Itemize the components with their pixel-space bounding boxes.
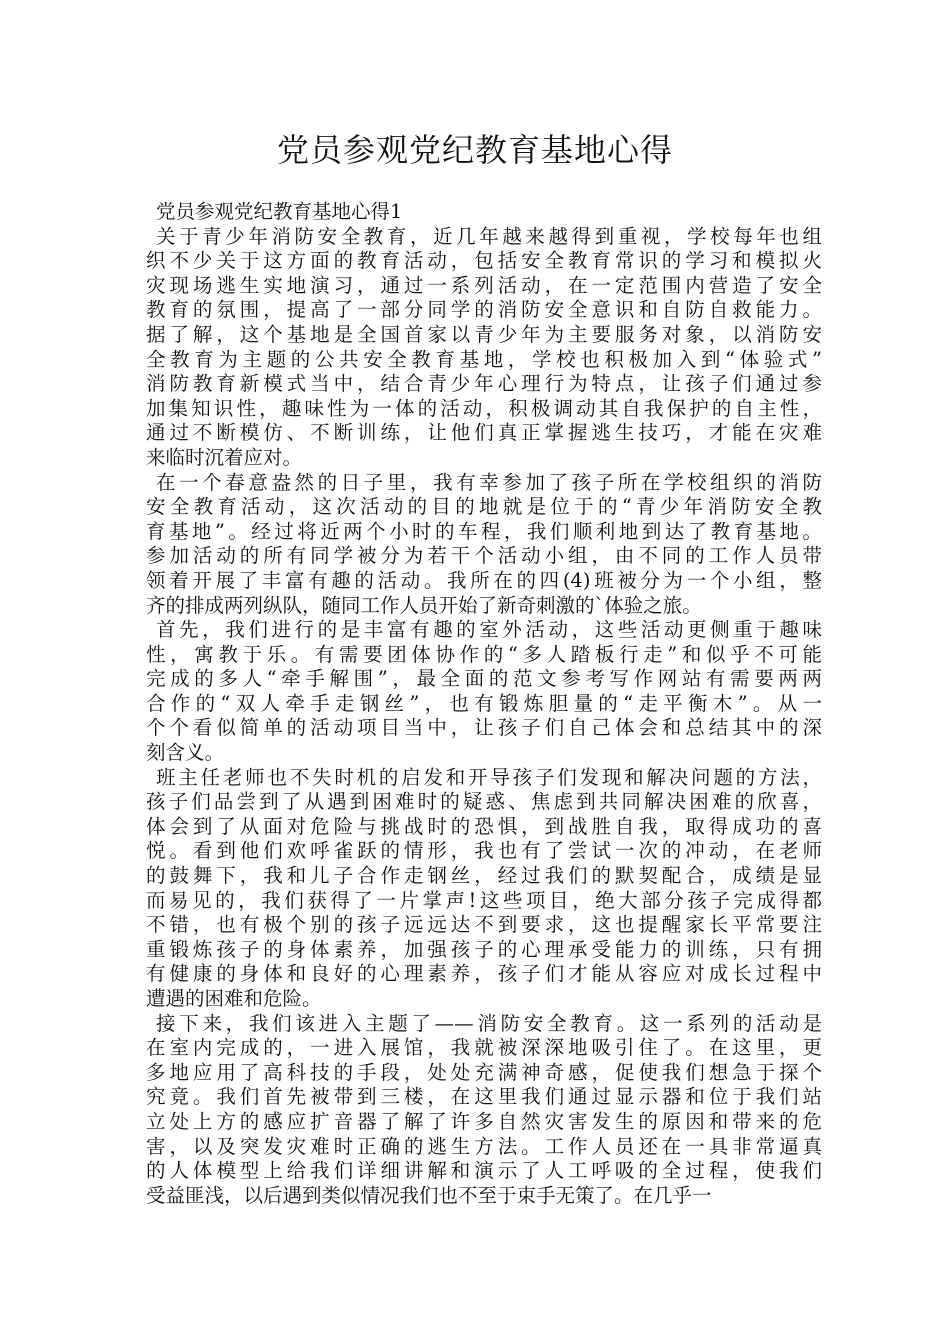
paragraph-line: 孩子们品尝到了从遇到困难时的疑惑、焦虑到共同解决困难的欣喜， xyxy=(146,790,822,814)
paragraph-line: 的鼓舞下，我和儿子合作走钢丝，经过我们的默契配合，成绩是显 xyxy=(146,864,822,888)
paragraph xyxy=(146,618,822,766)
paragraph-line: 遭遇的困难和危险。 xyxy=(146,987,322,1010)
paragraph xyxy=(146,1012,822,1209)
paragraph-line: 不错，也有极个别的孩子远远达不到要求，这也提醒家长平常要注 xyxy=(146,913,822,937)
paragraph xyxy=(146,225,822,471)
paragraph-line: 受益匪浅，以后遇到类似情况我们也不至于束手无策了。在几乎一 xyxy=(146,1183,712,1207)
paragraph-line: 育基地”。经过将近两个小时的车程，我们顺利地到达了教育基地。 xyxy=(146,519,822,543)
paragraph-line: 关于青少年消防安全教育，近几年越来越得到重视，学校每年也组 xyxy=(156,224,822,248)
paragraph-line: 悦。看到他们欢呼雀跃的情形，我也有了尝试一次的冲动，在老师 xyxy=(146,839,822,863)
paragraph-line: 刻含义。 xyxy=(146,741,225,765)
paragraph-line: 个个看似简单的活动项目当中，让孩子们自己体会和总结其中的深 xyxy=(146,716,822,740)
paragraph-line: 在室内完成的，一进入展馆，我就被深深地吸引住了。在这里，更 xyxy=(146,1036,822,1060)
paragraph-line: 接下来，我们该进入主题了——消防安全教育。这一系列的活动是 xyxy=(156,1011,822,1035)
paragraph-line: 体会到了从面对危险与挑战时的恐惧，到战胜自我，取得成功的喜 xyxy=(146,814,822,838)
paragraph-line: 教育的氛围，提高了一部分同学的消防安全意识和自防自救能力。 xyxy=(146,298,822,322)
paragraph-line: 立处上方的感应扩音器了解了许多自然灾害发生的原因和带来的危 xyxy=(146,1109,822,1133)
paragraph-line: 通过不断模仿、不断训练，让他们真正掌握逃生技巧，才能在灾难 xyxy=(146,421,822,445)
paragraph-line: 齐的排成两列纵队，随同工作人员开始了新奇刺激的`体验之旅。 xyxy=(146,593,702,617)
paragraph-line: 重锻炼孩子的身体素养，加强孩子的心理承受能力的训练，只有拥 xyxy=(146,937,822,961)
paragraph xyxy=(146,471,822,619)
paragraph-line: 在一个春意盎然的日子里，我有幸参加了孩子所在学校组织的消防 xyxy=(156,470,822,494)
section-heading: 党员参观党纪教育基地心得1 xyxy=(156,200,403,223)
paragraph-line: 领着开展了丰富有趣的活动。我所在的四(4)班被分为一个小组，整 xyxy=(146,568,822,592)
paragraph-line: 班主任老师也不失时机的启发和开导孩子们发现和解决问题的方法， xyxy=(156,765,822,789)
paragraph-line: 据了解，这个基地是全国首家以青少年为主要服务对象，以消防安 xyxy=(146,322,822,346)
paragraph-line: 多地应用了高科技的手段，处处充满神奇感，促使我们想急于探个 xyxy=(146,1060,822,1084)
paragraph-line: 加集知识性，趣味性为一体的活动，积极调动其自我保护的自主性， xyxy=(146,396,822,420)
paragraph-line: 首先，我们进行的是丰富有趣的室外活动，这些活动更侧重于趣味 xyxy=(156,618,822,642)
paragraph-list xyxy=(146,225,822,1209)
paragraph-line: 参加活动的所有同学被分为若干个活动小组，由不同的工作人员带 xyxy=(146,544,822,568)
paragraph-line: 织不少关于这方面的教育活动，包括安全教育常识的学习和模拟火 xyxy=(146,249,822,273)
paragraph-line: 灾现场逃生实地演习，通过一系列活动，在一定范围内营造了安全 xyxy=(146,273,822,297)
paragraph-line: 的人体模型上给我们详细讲解和演示了人工呼吸的全过程，使我们 xyxy=(146,1159,822,1183)
paragraph-line: 害，以及突发灾难时正确的逃生方法。工作人员还在一具非常逼真 xyxy=(146,1134,822,1158)
paragraph-line: 全教育为主题的公共安全教育基地，学校也积极加入到“体验式” xyxy=(146,347,822,371)
paragraph-line: 消防教育新模式当中，结合青少年心理行为特点，让孩子们通过参 xyxy=(146,372,822,396)
paragraph-line: 性，寓教于乐。有需要团体协作的“多人踏板行走”和似乎不可能 xyxy=(146,642,822,666)
paragraph-line: 完成的多人“牵手解围”，最全面的范文参考写作网站有需要两两 xyxy=(146,667,822,691)
paragraph-line: 合作的“双人牵手走钢丝”，也有锻炼胆量的“走平衡木”。从一 xyxy=(146,691,822,715)
paragraph-line: 究竟。我们首先被带到三楼，在这里我们通过显示器和位于我们站 xyxy=(146,1085,822,1109)
document-title: 党员参观党纪教育基地心得 xyxy=(276,131,673,169)
paragraph-line: 而易见的，我们获得了一片掌声!这些项目，绝大部分孩子完成得都 xyxy=(146,888,822,912)
paragraph-line: 安全教育活动，这次活动的目的地就是位于的“青少年消防安全教 xyxy=(146,495,822,519)
paragraph-line: 来临时沉着应对。 xyxy=(146,445,303,469)
paragraph xyxy=(146,766,822,1012)
document-body xyxy=(146,200,822,1208)
paragraph-line: 有健康的身体和良好的心理素养，孩子们才能从容应对成长过程中 xyxy=(146,962,822,986)
